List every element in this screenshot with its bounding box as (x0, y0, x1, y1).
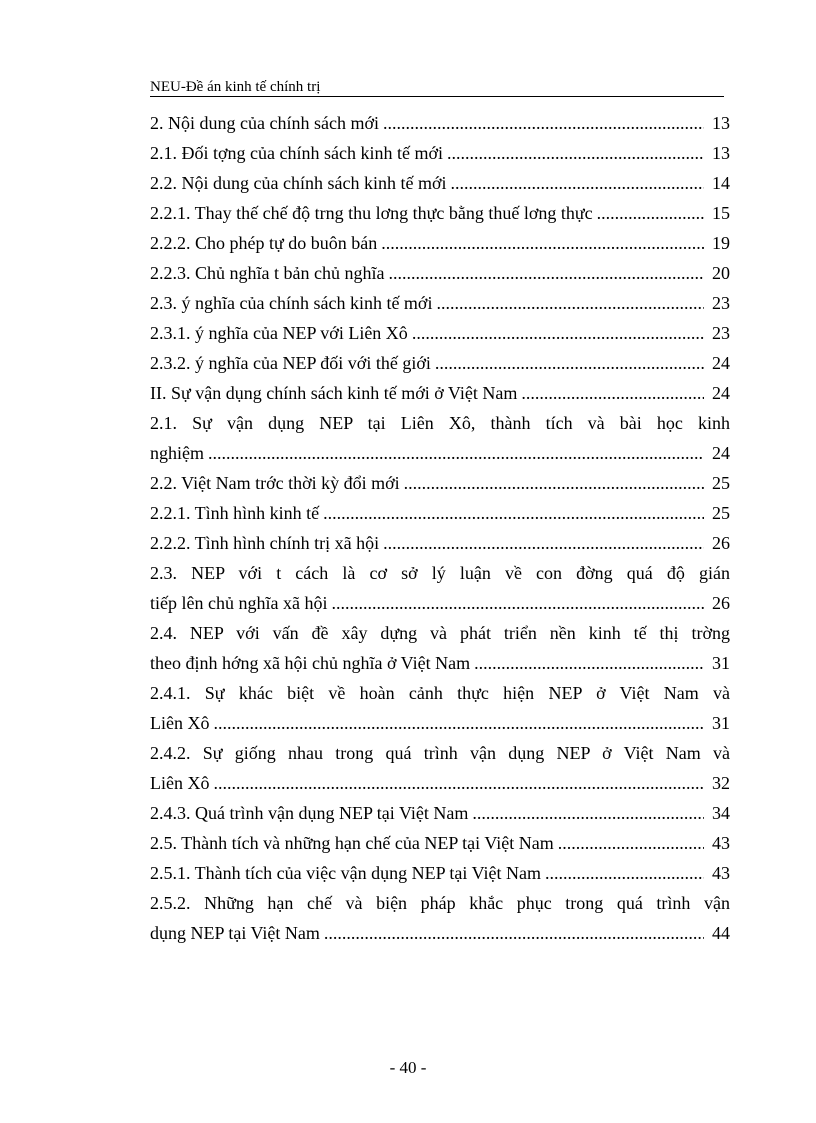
toc-entry-page: 23 (712, 293, 730, 313)
toc-entry[interactable] (150, 558, 730, 618)
toc-entry-page: 13 (712, 113, 730, 133)
toc-entry[interactable] (150, 858, 730, 888)
toc-entry-title: 2.2.1. Thay thế chế độ trng thu lơng thực bằng thuế lơng thực (150, 203, 593, 223)
toc-entry[interactable] (150, 888, 730, 948)
toc-leader-dots (545, 858, 704, 888)
toc-entry-title: 2.5.1. Thành tích của việc vận dụng NEP tại Việt Nam (150, 863, 541, 883)
page-header: NEU-Đề án kinh tế chính trị (150, 78, 724, 97)
toc-entry-title: theo định hớng xã hội chủ nghĩa ở Việt Nam (150, 653, 471, 673)
toc-leader-dots (435, 348, 704, 378)
toc-entry-page: 31 (712, 713, 730, 733)
toc-entry-page: 19 (712, 233, 730, 253)
toc-entry-page: 14 (712, 173, 730, 193)
toc-entry[interactable] (150, 108, 730, 138)
toc-entry-title: 2.3. ý nghĩa của chính sách kinh tế mới (150, 293, 433, 313)
toc-entry-title: 2.2.3. Chủ nghĩa t bản chủ nghĩa (150, 263, 385, 283)
table-of-contents (150, 108, 730, 948)
toc-leader-dots (404, 468, 704, 498)
toc-entry-title: 2.3.1. ý nghĩa của NEP với Liên Xô (150, 323, 408, 343)
toc-entry-page: 25 (712, 503, 730, 523)
toc-entry-page: 44 (712, 923, 730, 943)
toc-entry-title-line1: 2.5.2. Những hạn chế và biện pháp khắc phục trong quá trình vận (150, 893, 730, 913)
toc-entry-page: 15 (712, 203, 730, 223)
toc-entry-page: 23 (712, 323, 730, 343)
toc-leader-dots (331, 588, 704, 618)
toc-leader-dots (383, 528, 704, 558)
toc-leader-dots (324, 918, 704, 948)
toc-entry[interactable] (150, 498, 730, 528)
toc-leader-dots (412, 318, 704, 348)
toc-entry[interactable] (150, 618, 730, 678)
toc-entry[interactable] (150, 408, 730, 468)
toc-entry-title-line1: 2.3. NEP với t cách là cơ sở lý luận về con đờng quá độ gián (150, 563, 730, 583)
toc-entry-page: 26 (712, 593, 730, 613)
toc-entry-title: 2.4.3. Quá trình vận dụng NEP tại Việt Nam (150, 803, 469, 823)
toc-entry[interactable] (150, 828, 730, 858)
toc-entry[interactable] (150, 168, 730, 198)
toc-leader-dots (597, 198, 704, 228)
toc-leader-dots (208, 438, 704, 468)
toc-entry-page: 13 (712, 143, 730, 163)
toc-entry-title-line1: 2.4.1. Sự khác biệt về hoàn cảnh thực hiện NEP ở Việt Nam và (150, 683, 730, 703)
toc-entry-page: 31 (712, 653, 730, 673)
toc-leader-dots (558, 828, 704, 858)
toc-entry-page: 43 (712, 833, 730, 853)
toc-entry-title: 2.2.2. Cho phép tự do buôn bán (150, 233, 378, 253)
toc-entry[interactable] (150, 348, 730, 378)
toc-entry[interactable] (150, 318, 730, 348)
toc-leader-dots (383, 108, 704, 138)
toc-leader-dots (447, 138, 704, 168)
toc-entry-title-line1: 2.4. NEP với vấn đề xây dựng và phát triển nền kinh tế thị trờng (150, 623, 730, 643)
toc-leader-dots (521, 378, 704, 408)
toc-entry[interactable] (150, 288, 730, 318)
toc-entry-title-line1: 2.1. Sự vận dụng NEP tại Liên Xô, thành tích và bài học kinh (150, 413, 730, 433)
toc-leader-dots (213, 768, 704, 798)
toc-entry-title: 2.5. Thành tích và những hạn chế của NEP tại Việt Nam (150, 833, 554, 853)
toc-entry-title: 2. Nội dung của chính sách mới (150, 113, 379, 133)
toc-entry-title: nghiệm (150, 443, 204, 463)
toc-entry[interactable] (150, 678, 730, 738)
toc-entry-title: II. Sự vận dụng chính sách kinh tế mới ở Việt Nam (150, 383, 518, 403)
toc-leader-dots (388, 258, 704, 288)
toc-leader-dots (472, 798, 704, 828)
toc-leader-dots (213, 708, 704, 738)
toc-entry[interactable] (150, 798, 730, 828)
toc-entry-page: 25 (712, 473, 730, 493)
toc-leader-dots (450, 168, 704, 198)
toc-entry-title: Liên Xô (150, 773, 210, 793)
toc-entry-page: 24 (712, 443, 730, 463)
toc-entry-page: 24 (712, 383, 730, 403)
toc-entry[interactable] (150, 228, 730, 258)
toc-entry-title: Liên Xô (150, 713, 210, 733)
toc-entry-title: tiếp lên chủ nghĩa xã hội (150, 593, 328, 613)
toc-entry-page: 43 (712, 863, 730, 883)
toc-entry-page: 26 (712, 533, 730, 553)
toc-entry-title: 2.2.2. Tình hình chính trị xã hội (150, 533, 380, 553)
toc-entry[interactable] (150, 258, 730, 288)
toc-entry-title: 2.1. Đối tợng của chính sách kinh tế mới (150, 143, 443, 163)
toc-entry-title: dụng NEP tại Việt Nam (150, 923, 320, 943)
toc-entry[interactable] (150, 138, 730, 168)
toc-entry-title: 2.3.2. ý nghĩa của NEP đối với thế giới (150, 353, 431, 373)
toc-leader-dots (474, 648, 704, 678)
toc-leader-dots (323, 498, 704, 528)
toc-entry[interactable] (150, 198, 730, 228)
toc-entry-page: 20 (712, 263, 730, 283)
toc-entry-page: 24 (712, 353, 730, 373)
toc-entry-title: 2.2.1. Tình hình kinh tế (150, 503, 320, 523)
toc-entry-title-line1: 2.4.2. Sự giống nhau trong quá trình vận dụng NEP ở Việt Nam và (150, 743, 730, 763)
toc-entry[interactable] (150, 468, 730, 498)
toc-leader-dots (436, 288, 704, 318)
toc-entry-page: 32 (712, 773, 730, 793)
toc-entry-title: 2.2. Nội dung của chính sách kinh tế mới (150, 173, 447, 193)
toc-leader-dots (381, 228, 704, 258)
toc-entry[interactable] (150, 738, 730, 798)
toc-entry[interactable] (150, 378, 730, 408)
toc-entry[interactable] (150, 528, 730, 558)
toc-entry-title: 2.2. Việt Nam trớc thời kỳ đổi mới (150, 473, 400, 493)
page-number: - 40 - (389, 1058, 427, 1077)
toc-entry-page: 34 (712, 803, 730, 823)
